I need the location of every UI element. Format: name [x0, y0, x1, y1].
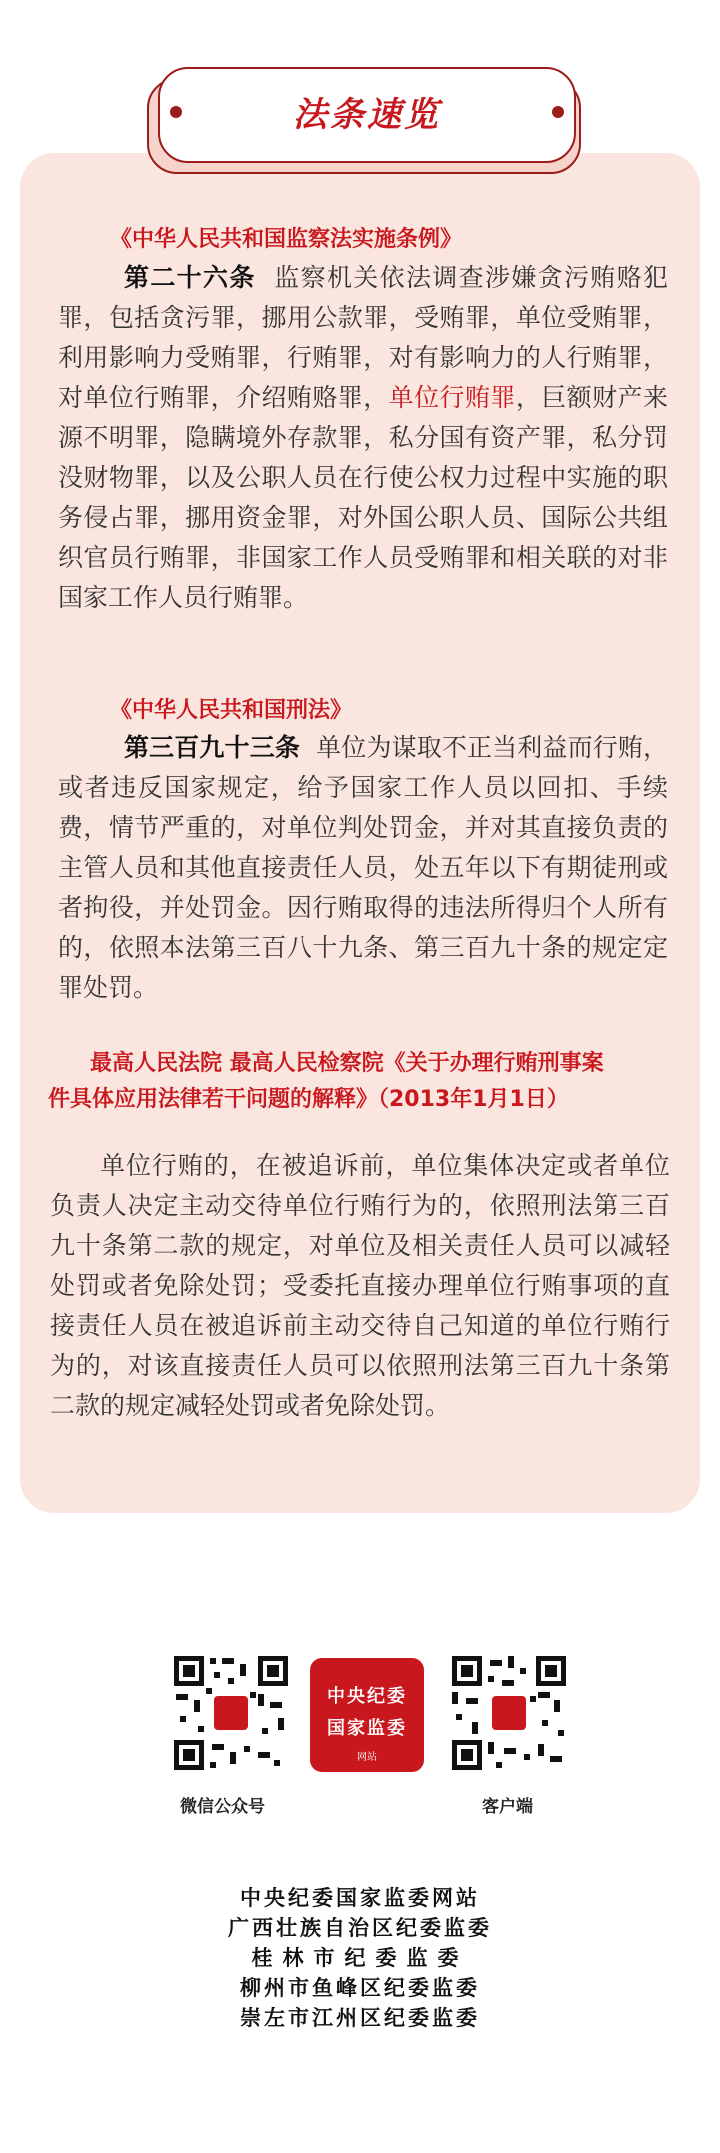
qr-code-icon [170, 1652, 292, 1774]
interpretation-title-line1: 最高人民法院 最高人民检察院《关于办理行贿刑事案 [90, 1051, 604, 1076]
qr-code-icon [448, 1652, 570, 1774]
app-qr-code [448, 1652, 570, 1774]
wechat-label: 微信公众号 [180, 1797, 265, 1817]
article-text-part1: 监察机关依法调查涉嫌贪污贿赂犯罪，包括贪污罪，挪用公款罪，受贿罪，单位受贿罪，利用影响力受贿罪，行贿罪，对有影响力的人行贿罪，对单位行贿罪，介绍贿赂罪， [58, 263, 668, 412]
footer-line: 桂林市纪委监委 [251, 1946, 469, 1970]
law-title-criminal: 《中华人民共和国刑法》 [110, 698, 353, 723]
logo-line1: 中央纪委 [327, 1686, 407, 1707]
wechat-qr-code [170, 1652, 292, 1774]
interpretation-title-line2: 件具体应用法律若干问题的解释》（2013年1月1日） [48, 1087, 569, 1112]
app-label: 客户端 [482, 1797, 533, 1817]
logo-line3: 网站 [357, 1752, 377, 1763]
site-logo [310, 1658, 424, 1772]
interpretation-title [48, 1046, 688, 1118]
interpretation-text: 单位行贿的，在被追诉前，单位集体决定或者单位负责人决定主动交待单位行贿行为的，依照刑法第三百九十条第二款的规定，对单位及相关责任人员可以减轻处罚或者免除处罚；受委托直接办理单位行贿事项的直接责任人员在被追诉前主动交待自己知道的单位行贿行为的，对该直接责任人员可以依照刑法第三百九十条第二款的规定减轻处罚或者免除处罚。 [50, 1151, 670, 1420]
article-26-text [58, 258, 668, 618]
article-393-text [58, 728, 668, 1008]
highlight-term: 单位行贿罪 [388, 383, 516, 412]
footer-line: 柳州市鱼峰区纪委监委 [240, 1976, 480, 2000]
footer-line: 广西壮族自治区纪委监委 [228, 1916, 492, 1940]
article-text-part2: ，巨额财产来源不明罪，隐瞒境外存款罪，私分国有资产罪，私分罚没财物罪，以及公职人员在行使公权力过程中实施的职务侵占罪，挪用资金罪，对外国公职人员、国际公共组织官员行贿罪，非国家工作人员受贿罪和相关联的对非国家工作人员行贿罪。 [58, 383, 668, 612]
article-number: 第三百九十三条 [124, 733, 300, 762]
banner-title: 法条速览 [293, 95, 441, 135]
footer-credits [0, 1883, 720, 2033]
footer-line: 中央纪委国家监委网站 [240, 1886, 480, 1910]
article-text: 单位为谋取不正当利益而行贿，或者违反国家规定，给予国家工作人员以回扣、手续费，情节严重的，对单位判处罚金，并对其直接负责的主管人员和其他直接责任人员，处五年以下有期徒刑或者拘役，并处罚金。因行贿取得的违法所得归个人所有的，依照本法第三百八十九条、第三百九十条的规定定罪处罚。 [58, 733, 668, 1002]
law-title-supervision: 《中华人民共和国监察法实施条例》 [110, 227, 463, 252]
article-number: 第二十六条 [124, 263, 256, 292]
logo-line2: 国家监委 [327, 1718, 407, 1739]
footer-line: 崇左市江州区纪委监委 [240, 2006, 480, 2030]
